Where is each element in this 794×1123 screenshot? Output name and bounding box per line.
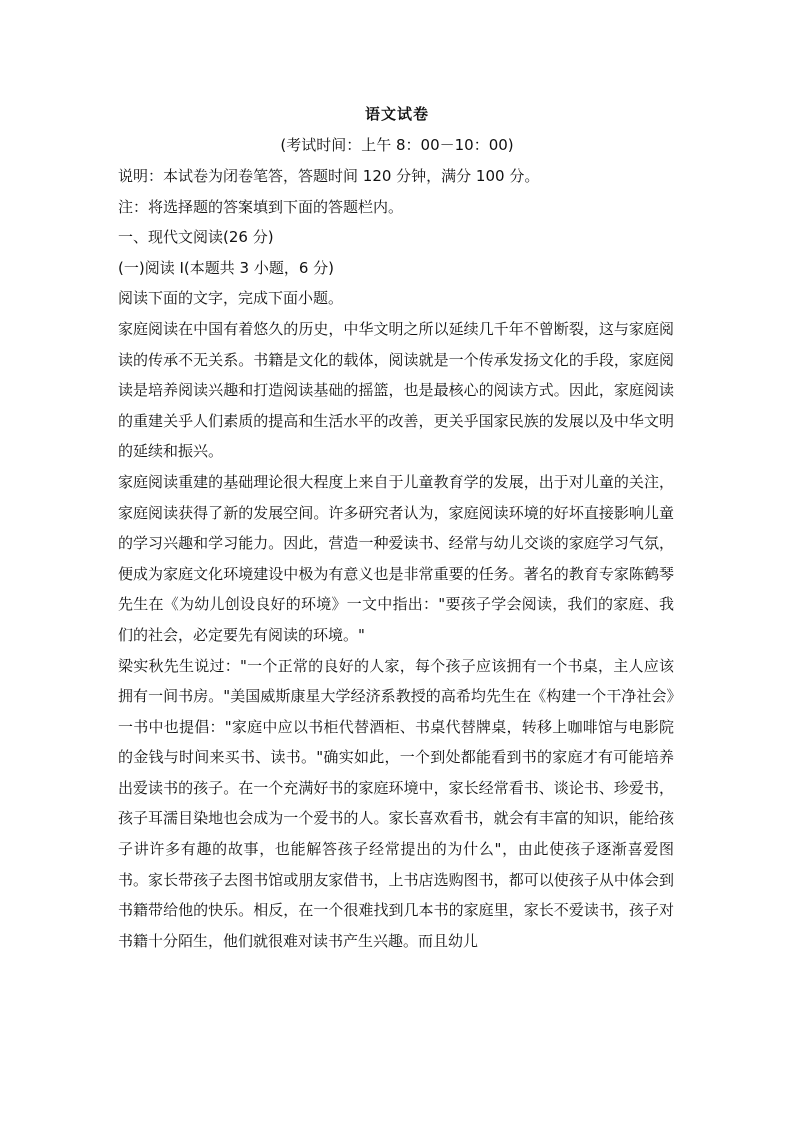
section-heading: 一、现代文阅读(26 分): [118, 228, 274, 247]
answer-note: 注：将选择题的答案填到下面的答题栏内。: [118, 197, 404, 216]
passage-paragraph-3: 梁实秋先生说过："一个正常的良好的人家，每个孩子应该拥有一个书桌，主人应该拥有一间书房。"美国威斯康星大学经济系教授的高希均先生在《构建一个干净社会》一书中也提倡："家庭中应以书柜代替酒柜、书桌代替牌桌，转移上咖啡馆与电影院的金钱与时间来买书、读书。"确实如此，一个到处都能看到书的家庭才有可能培养出爱读书的孩子。在一个充满好书的家庭环境中，家长经常看书、谈论书、珍爱书，孩子耳濡目染地也会成为一个爱书的人。家长喜欢看书，就会有丰富的知识，能给孩子讲许多有趣的故事，也能解答孩子经常提出的为什么"，由此使孩子逐渐喜爱图书。家长带孩子去图书馆或朋友家借书，上书店选购图书，都可以使孩子从中体会到书籍带给他的快乐。相反，在一个很难找到几本书的家庭里，家长不爱读书，孩子对书籍十分陌生，他们就很难对读书产生兴趣。而且幼儿: [118, 656, 674, 950]
exam-title: 语文试卷: [364, 105, 429, 123]
exam-time: (考试时间：上午 8：00－10：00): [280, 136, 514, 154]
exam-content: [118, 161, 674, 956]
passage-paragraph-2: 家庭阅读重建的基础理论很大程度上来自于儿童教育学的发展，出于对儿童的关注，家庭阅读获得了新的发展空间。许多研究者认为，家庭阅读环境的好坏直接影响儿童的学习兴趣和学习能力。因此，营造一种爱读书、经常与幼儿交谈的家庭学习气氛，便成为家庭文化环境建设中极为有意义也是非常重要的任务。著名的教育专家陈鹤琴先生在《为幼儿创设良好的环境》一文中指出："要孩子学会阅读，我们的家庭、我们的社会，必定要先有阅读的环境。": [118, 472, 674, 644]
instruction-text: 说明：本试卷为闭卷笔答，答题时间 120 分钟，满分 100 分。: [118, 167, 540, 185]
passage-paragraph-1: 家庭阅读在中国有着悠久的历史，中华文明之所以延续几千年不曾断裂，这与家庭阅读的传承不无关系。书籍是文化的载体，阅读就是一个传承发扬文化的手段，家庭阅读是培养阅读兴趣和打造阅读基础的摇篮，也是最核心的阅读方式。因此，家庭阅读的重建关乎人们素质的提高和生活水平的改善，更关乎国家民族的发展以及中华文明的延续和振兴。: [118, 319, 674, 461]
subsection-heading: (一)阅读 I(本题共 3 小题，6 分): [118, 258, 334, 277]
reading-prompt: 阅读下面的文字，完成下面小题。: [118, 289, 344, 308]
